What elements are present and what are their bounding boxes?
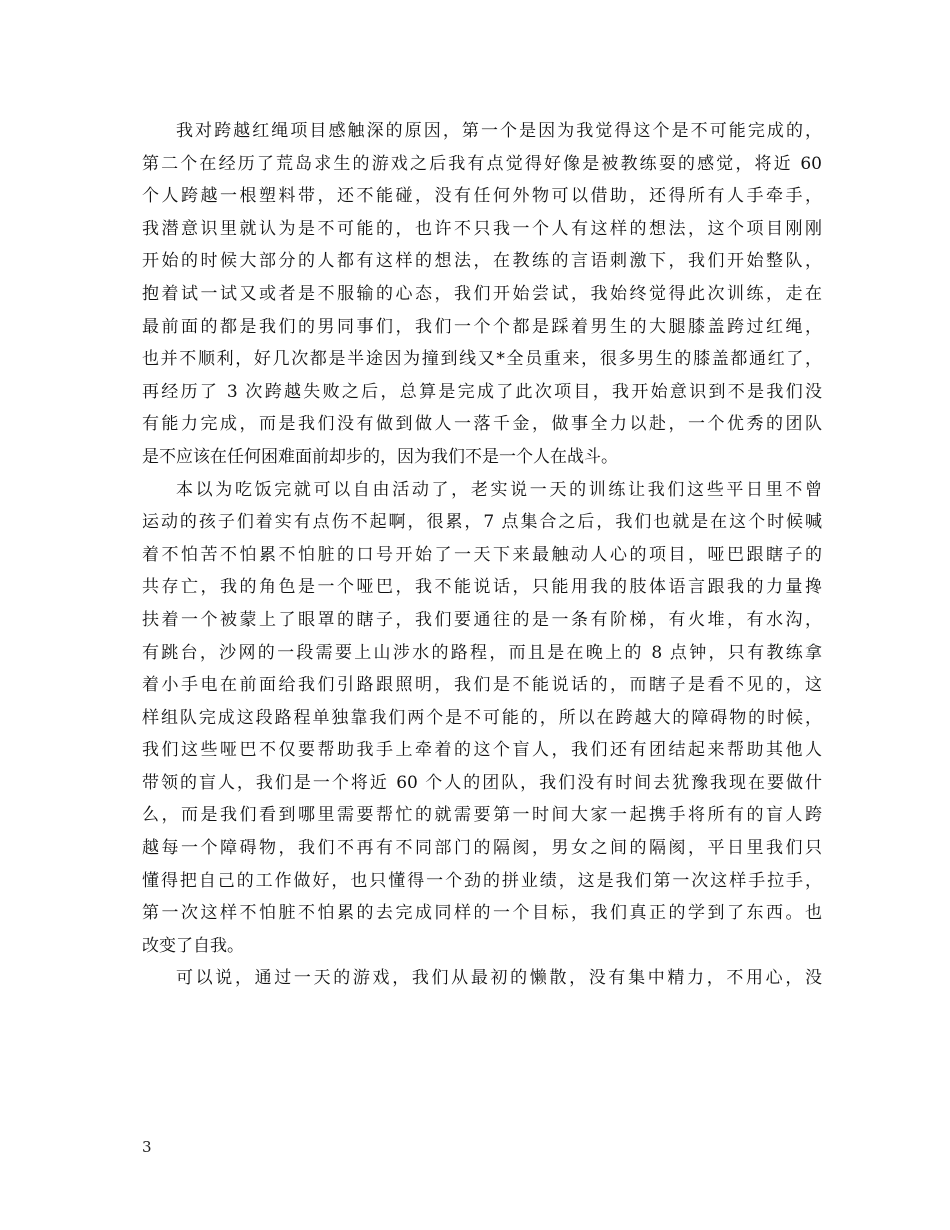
page-number: 3	[142, 1138, 152, 1156]
text-line: 最前面的都是我们的男同事们，我们一个个都是踩着男生的大腿膝盖跨过红绳，	[142, 316, 822, 337]
text-line: 再经历了 3 次跨越失败之后，总算是完成了此次项目，我开始意识到不是我们没	[142, 381, 822, 402]
paragraph	[142, 115, 822, 474]
text-line: 开始的时候大部分的人都有这样的想法，在教练的言语刺激下，我们开始整队，	[142, 251, 822, 272]
text-line: 是不应该在任何困难面前却步的，因为我们不是一个人在战斗。	[142, 446, 618, 467]
text-line: 可以说，通过一天的游戏，我们从最初的懒散，没有集中精力，不用心，没	[176, 968, 822, 989]
text-line: 个人跨越一根塑料带，还不能碰，没有任何外物可以借助，还得所有人手牵手，	[142, 186, 822, 207]
text-line: 着不怕苦不怕累不怕脏的口号开始了一天下来最触动人心的项目，哑巴跟瞎子的	[142, 544, 822, 565]
paragraph	[142, 474, 822, 963]
text-line: 越每一个障碍物，我们不再有不同部门的隔阂，男女之间的隔阂，平日里我们只	[142, 838, 822, 859]
text-line: 有能力完成，而是我们没有做到做人一落千金，做事全力以赴，一个优秀的团队	[142, 414, 822, 435]
text-line: 运动的孩子们着实有点伤不起啊，很累，7 点集合之后，我们也就是在这个时候喊	[142, 512, 822, 533]
text-line: 我潜意识里就认为是不可能的，也许不只我一个人有这样的想法，这个项目刚刚	[142, 218, 822, 239]
text-line: 第二个在经历了荒岛求生的游戏之后我有点觉得好像是被教练耍的感觉，将近 60	[142, 153, 822, 174]
text-line: 也并不顺利，好几次都是半途因为撞到线又*全员重来，很多男生的膝盖都通红了，	[142, 349, 822, 370]
text-line: 共存亡，我的角色是一个哑巴，我不能说话，只能用我的肢体语言跟我的力量搀	[142, 577, 822, 598]
text-line: 改变了自我。	[142, 935, 244, 956]
paragraph	[142, 962, 822, 995]
text-line: 带领的盲人，我们是一个将近 60 个人的团队，我们没有时间去犹豫我现在要做什	[142, 772, 822, 793]
text-line: 我对跨越红绳项目感触深的原因，第一个是因为我觉得这个是不可能完成的，	[176, 121, 822, 141]
text-line: 本以为吃饭完就可以自由活动了，老实说一天的训练让我们这些平日里不曾	[176, 479, 822, 500]
text-line: 我们这些哑巴不仅要帮助我手上牵着的这个盲人，我们还有团结起来帮助其他人	[142, 740, 822, 761]
body-text	[142, 115, 822, 995]
text-line: 样组队完成这段路程单独靠我们两个是不可能的，所以在跨越大的障碍物的时候，	[142, 707, 822, 728]
text-line: 扶着一个被蒙上了眼罩的瞎子，我们要通往的是一条有阶梯，有火堆，有水沟，	[142, 609, 822, 630]
text-line: 么，而是我们看到哪里需要帮忙的就需要第一时间大家一起携手将所有的盲人跨	[142, 805, 822, 826]
text-line: 懂得把自己的工作做好，也只懂得一个劲的拼业绩，这是我们第一次这样手拉手，	[142, 870, 822, 891]
text-line: 第一次这样不怕脏不怕累的去完成同样的一个目标，我们真正的学到了东西。也	[142, 903, 822, 924]
text-line: 抱着试一试又或者是不服输的心态，我们开始尝试，我始终觉得此次训练，走在	[142, 283, 822, 304]
text-line: 有跳台，沙网的一段需要上山涉水的路程，而且是在晚上的 8 点钟，只有教练拿	[142, 642, 822, 663]
text-line: 着小手电在前面给我们引路跟照明，我们是不能说话的，而瞎子是看不见的，这	[142, 675, 822, 696]
